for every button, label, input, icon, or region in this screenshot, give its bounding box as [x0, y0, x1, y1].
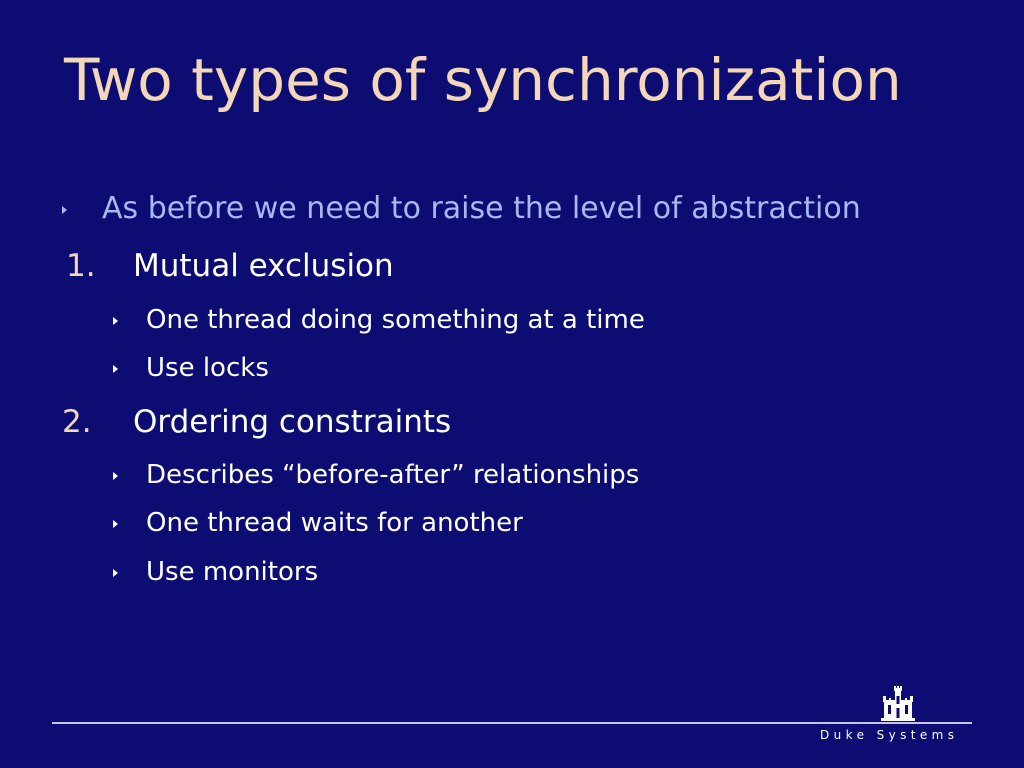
bullet-arrow-icon — [113, 317, 118, 325]
slide-title: Two types of synchronization — [64, 46, 902, 114]
footer-divider — [52, 722, 972, 724]
footer-brand: Duke Systems — [820, 728, 959, 742]
bullet-arrow-icon — [113, 569, 118, 577]
sub-item — [0, 508, 1024, 542]
duke-chapel-icon — [880, 686, 916, 722]
item-heading: Mutual exclusion — [133, 248, 394, 284]
bullet-arrow-icon — [113, 365, 118, 373]
bullet-arrow-icon — [113, 472, 118, 480]
sub-item-text: Describes “before-after” relationships — [146, 460, 640, 490]
sub-item-text: Use locks — [146, 353, 269, 383]
intro-bullet — [0, 191, 1024, 231]
list-item — [0, 404, 1024, 444]
sub-item-text: One thread waits for another — [146, 508, 523, 538]
intro-text: As before we need to raise the level of abstraction — [102, 191, 861, 226]
sub-item — [0, 305, 1024, 339]
sub-item — [0, 460, 1024, 494]
sub-item — [0, 353, 1024, 387]
sub-item — [0, 557, 1024, 591]
bullet-arrow-icon — [113, 520, 118, 528]
item-number: 1. — [66, 248, 96, 284]
list-item — [0, 248, 1024, 288]
item-heading: Ordering constraints — [133, 404, 452, 440]
sub-item-text: One thread doing something at a time — [146, 305, 645, 335]
bullet-arrow-icon — [62, 206, 67, 214]
sub-item-text: Use monitors — [146, 557, 319, 587]
item-number: 2. — [62, 404, 92, 440]
